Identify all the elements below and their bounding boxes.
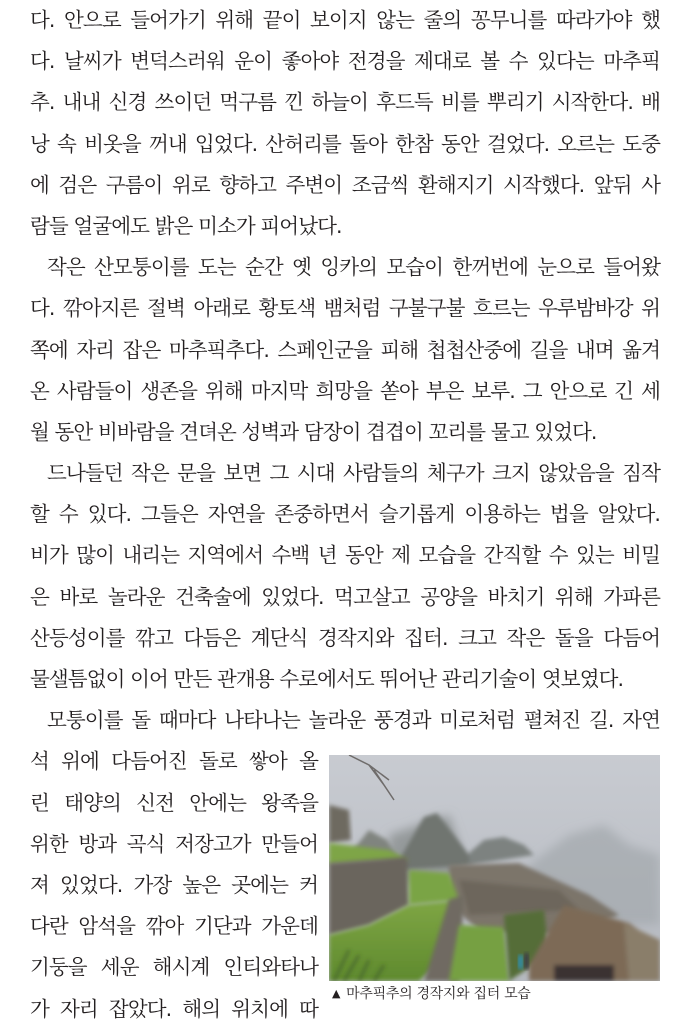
text-line: 모퉁이를 돌 때마다 나타나는 놀라운 풍경과 미로처럼 펼쳐진 길. 자연 (47, 708, 660, 733)
text-with-figure (30, 741, 660, 1029)
text-line: 에 검은 구름이 위로 향하고 주변이 조금씩 환해지기 시작했다. 앞뒤 사 (30, 172, 660, 197)
paragraph-1 (30, 0, 660, 247)
paragraph-2 (30, 247, 660, 453)
text-line: 다. 날씨가 변덕스러워 운이 좋아야 전경을 제대로 볼 수 있다는 마추픽 (30, 49, 660, 74)
text-line: 다. 안으로 들어가기 위해 끝이 보이지 않는 줄의 꽁무니를 따라가야 했 (30, 8, 660, 32)
paragraph-3 (30, 453, 660, 700)
article-page (30, 0, 660, 1030)
text-line: 린 태양의 신전 안에는 왕족을 (30, 790, 318, 815)
text-line: 물샐틈없이 이어 만든 관개용 수로에서도 뛰어난 관리기술이 엿보였다. (30, 667, 624, 691)
text-line: 온 사람들이 생존을 위해 마지막 희망을 쏟아 부은 보루. 그 안으로 긴 세 (30, 378, 660, 403)
text-line: 낭 속 비옷을 꺼내 입었다. 산허리를 돌아 한참 동안 걸었다. 오르는 도중 (30, 131, 660, 156)
text-line: 은 바로 놀라운 건축술에 있었다. 먹고살고 공양을 바치기 위해 가파른 (30, 584, 660, 609)
text-line: 위한 방과 곡식 저장고가 만들어 (30, 831, 318, 856)
machu-picchu-photo (329, 755, 660, 981)
caption-text: 마추픽추의 경작지와 집터 모습 (346, 986, 531, 1003)
text-line: 져 있었다. 가장 높은 곳에는 커 (30, 872, 318, 897)
text-line: 기둥을 세운 해시계 인티와타나 (30, 955, 318, 980)
text-line: 석 위에 다듬어진 돌로 쌓아 올 (30, 749, 318, 774)
figure-caption (332, 984, 531, 1005)
text-line: 월 동안 비바람을 견뎌온 성벽과 담장이 겹겹이 꼬리를 물고 있었다. (30, 419, 597, 444)
triangle-up-icon: ▲ (332, 987, 341, 1001)
text-line: 추. 내내 신경 쓰이던 먹구름 낀 하늘이 후드득 비를 뿌리기 시작한다. 배 (30, 90, 660, 115)
text-line: 다란 암석을 깎아 기단과 가운데 (30, 914, 318, 939)
text-line: 드나들던 작은 문을 보면 그 시대 사람들의 체구가 크지 않았음을 짐작 (47, 461, 660, 486)
text-line: 다. 깎아지른 절벽 아래로 황토색 뱀처럼 구불구불 흐르는 우루밤바강 위 (30, 296, 660, 321)
text-line: 산등성이를 깎고 다듬은 계단식 경작지와 집터. 크고 작은 돌을 다듬어 (30, 625, 660, 650)
text-line: 할 수 있다. 그들은 자연을 존중하면서 슬기롭게 이용하는 법을 알았다. (30, 502, 660, 527)
text-line: 작은 산모퉁이를 도는 순간 옛 잉카의 모습이 한꺼번에 눈으로 들어왔 (47, 255, 660, 280)
photo-illustration (329, 755, 660, 981)
text-line: 가 자리 잡았다. 해의 위치에 따 (30, 996, 318, 1021)
text-line: 람들 얼굴에도 밝은 미소가 피어났다. (30, 213, 342, 238)
paragraph-4 (30, 700, 660, 1030)
text-line: 비가 많이 내리는 지역에서 수백 년 동안 제 모습을 간직할 수 있는 비밀 (30, 543, 660, 568)
text-line: 쪽에 자리 잡은 마추픽추다. 스페인군을 피해 첩첩산중에 길을 내며 옮겨 (30, 337, 660, 362)
